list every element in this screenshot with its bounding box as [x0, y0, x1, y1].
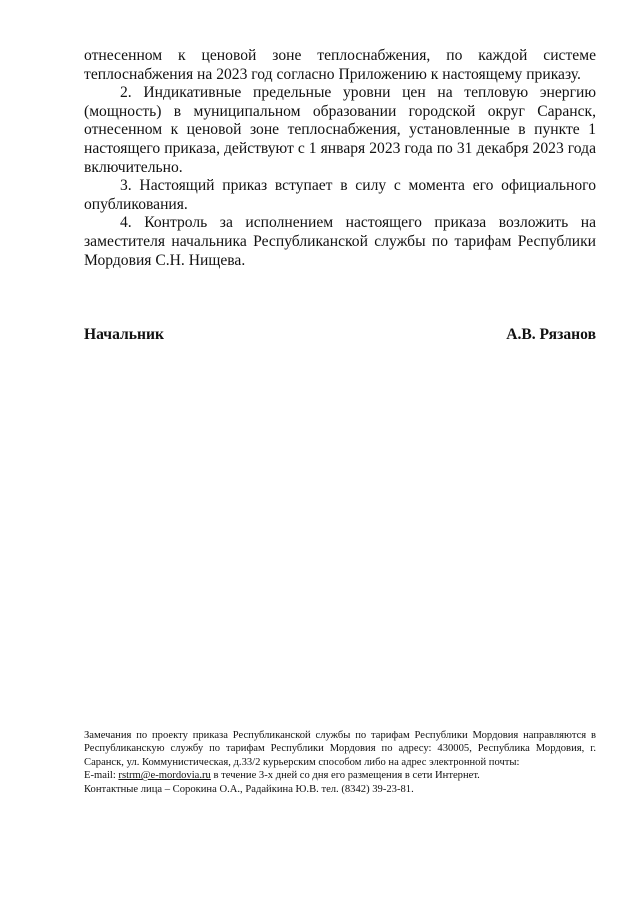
footer-remarks: Замечания по проекту приказа Республиканской службы по тарифам Республики Мордовия направляются в Республиканскую службу по тарифам Республики Мордовия по адресу: 430005, Республика Мордовия, г. Саранск, ул. Коммунистическая, д.33/2 курьерским способом либо на адрес электронной почты:	[84, 730, 596, 768]
footer-email-label: E-mail:	[84, 770, 119, 782]
email-link[interactable]: rstrm@e-mordovia.ru	[118, 770, 211, 782]
signature-block	[84, 326, 596, 344]
signatory-name: А.В. Рязанов	[506, 326, 596, 343]
paragraph-2: 2. Индикативные предельные уровни цен на тепловую энергию (мощность) в муниципальном образовании городской округ Саранск, отнесенном к ценовой зоне теплоснабжения, установленные в пункте 1 настоящего приказа, действуют с 1 января 2023 года по 31 декабря 2023 года включительно.	[84, 84, 596, 176]
footer-contacts: Контактные лица – Сорокина О.А., Радайкина Ю.В. тел. (8342) 39-23-81.	[84, 783, 414, 795]
order-body	[84, 47, 596, 270]
paragraph-4: 4. Контроль за исполнением настоящего приказа возложить на заместителя начальника Республиканской службы по тарифам Республики Мордовия С.Н. Нищева.	[84, 214, 596, 269]
paragraph-1-continuation: отнесенном к ценовой зоне теплоснабжения, по каждой системе теплоснабжения на 2023 год согласно Приложению к настоящему приказу.	[84, 47, 596, 83]
paragraph-3: 3. Настоящий приказ вступает в силу с момента его официального опубликования.	[84, 177, 596, 213]
footer-email-line	[84, 769, 596, 782]
signatory-position: Начальник	[84, 326, 164, 343]
footer-email-suffix: в течение 3-х дней со дня его размещения в сети Интернет.	[210, 770, 480, 782]
footer-note	[84, 729, 596, 796]
